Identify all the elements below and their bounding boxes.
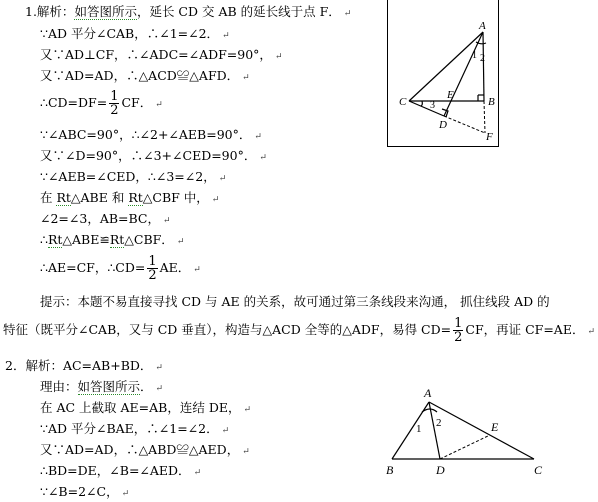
label-A: A xyxy=(424,386,432,400)
return-mark: ↵ xyxy=(222,31,230,41)
p1-hint-line-1 xyxy=(40,294,550,310)
segment-DF-dashed xyxy=(444,116,485,133)
p1-line-3-text: 又∵AD=AD，∴△ACD≌△AFD． xyxy=(40,68,240,83)
return-mark: ↵ xyxy=(587,327,596,337)
p1-line-10 xyxy=(40,232,184,250)
p1-line-11 xyxy=(40,253,201,285)
fraction-half xyxy=(147,255,157,282)
return-mark: ↵ xyxy=(155,384,164,394)
return-mark: ↵ xyxy=(176,237,185,247)
fraction-denominator: 2 xyxy=(148,268,157,283)
label-E: E xyxy=(491,420,499,434)
fraction-denominator: 2 xyxy=(110,103,119,118)
return-mark: ↵ xyxy=(242,447,250,457)
label-angle-2: 2 xyxy=(480,53,485,64)
p1-line-5-text: ∵∠ABC=90°，∴∠2+∠AEB=90°． xyxy=(40,127,252,142)
fraction-numerator: 1 xyxy=(454,316,463,331)
p1-line-1 xyxy=(40,26,230,44)
segment-AC xyxy=(409,32,483,101)
return-mark: ↵ xyxy=(211,195,220,205)
rt-underlined: Rt xyxy=(128,190,143,205)
return-mark: ↵ xyxy=(193,468,202,478)
return-mark: ↵ xyxy=(259,153,267,163)
return-mark: ↵ xyxy=(221,426,230,436)
p1-line-8-pre: 在 xyxy=(40,190,57,205)
figure-2 xyxy=(384,382,556,482)
p2-line-6-text: ∵∠B=2∠C， xyxy=(40,484,119,499)
p2-line-4-text: 又∵AD=AD，∴△ABD≌△AED， xyxy=(40,442,240,457)
return-mark: ↵ xyxy=(242,73,250,83)
p1-line-7-text: ∵∠AEB=∠CED，∴∠3=∠2， xyxy=(40,169,216,184)
p2-line-2-text: 在 AC 上截取 AE=AB，连结 DE， xyxy=(40,400,241,415)
p2-line-1-post: ． xyxy=(140,379,153,394)
p1-line-8-post: △CBF 中， xyxy=(142,190,209,205)
fraction-numerator: 1 xyxy=(110,89,119,104)
p2-line-4 xyxy=(40,442,250,460)
segment-DE-dashed xyxy=(440,435,490,459)
label-C: C xyxy=(399,96,407,108)
rt-underlined: Rt xyxy=(56,190,71,205)
label-F: F xyxy=(486,131,493,143)
p1-line-5 xyxy=(40,127,262,145)
segment-AD xyxy=(444,32,483,116)
p1-line-8-mid: △ABE 和 xyxy=(70,190,129,205)
fraction-numerator: 1 xyxy=(148,254,157,269)
label-B: B xyxy=(488,96,495,108)
p1-line-11-text: ∴AE=CF，∴CD= xyxy=(40,260,146,275)
label-angle-1: 1 xyxy=(472,50,477,61)
p1-line-10-post: △CBF． xyxy=(124,232,174,247)
return-mark: ↵ xyxy=(163,216,171,226)
p1-line-9 xyxy=(40,211,171,229)
figure-2-svg xyxy=(384,382,556,482)
label-angle-3: 3 xyxy=(430,100,435,111)
p1-line-11-tail: AE． xyxy=(159,260,191,275)
p2-line-3 xyxy=(40,421,229,439)
p1-hint-2-text: 特征（既平分∠CAB，又与 CD 垂直），构造与△ACD 全等的△ADF，易得 CD= xyxy=(3,322,452,337)
p1-line-6-text: 又∵∠D=90°，∴∠3+∠CED=90°． xyxy=(40,148,257,163)
fraction-half xyxy=(109,90,119,117)
label-angle-2: 2 xyxy=(436,417,442,429)
figure-1-svg xyxy=(388,0,500,147)
label-C: C xyxy=(534,463,543,477)
label-angle-1: 1 xyxy=(416,423,422,435)
p1-line-10-mid: △ABE≌ xyxy=(62,232,110,247)
p1-line-4-tail: CF． xyxy=(121,95,153,110)
p2-line-1 xyxy=(40,379,163,397)
return-mark: ↵ xyxy=(218,174,227,184)
return-mark: ↵ xyxy=(121,489,130,499)
p1-line-9-text: ∠2=∠3，AB=BC， xyxy=(40,211,160,226)
label-D: D xyxy=(439,119,447,131)
p1-line-4 xyxy=(40,88,163,120)
label-D: D xyxy=(436,463,445,477)
angle-arc-C xyxy=(421,101,422,106)
p1-heading-underlined: 如答图所示 xyxy=(74,4,137,19)
p2-line-6 xyxy=(40,484,129,502)
p2-heading: 2．解析：AC=AB+BD． xyxy=(5,358,153,373)
p2-line-5 xyxy=(40,463,201,481)
p2-heading-line xyxy=(5,358,163,376)
figure-1 xyxy=(387,0,499,147)
p1-line-7 xyxy=(40,169,226,187)
rt-underlined: Rt xyxy=(109,232,125,247)
label-E: E xyxy=(447,89,454,101)
p1-line-4-text: ∴CD=DF= xyxy=(40,95,108,110)
p1-hint-text: 提示：本题不易直接寻找 CD 与 AE 的关系，故可通过第三条线段来沟通， 抓住线段 AD 的 xyxy=(40,294,550,309)
p1-line-2-text: 又∵AD⊥CF，∴∠ADC=∠ADF=90°， xyxy=(40,47,272,62)
p1-hint-line-2 xyxy=(3,314,595,348)
segment-BF-dashed xyxy=(484,101,485,133)
p1-line-2 xyxy=(40,47,282,65)
return-mark: ↵ xyxy=(193,265,201,275)
p1-line-10-pre: ∴ xyxy=(40,232,48,247)
fraction-half xyxy=(453,317,463,344)
p1-heading-line xyxy=(25,4,351,22)
p2-line-3-text: ∵AD 平分∠BAE，∴∠1=∠2． xyxy=(40,421,219,436)
p2-line-5-text: ∴BD=DE，∠B=∠AED． xyxy=(40,463,191,478)
p1-heading-rest: ，延长 CD 交 AB 的延长线于点 F． xyxy=(136,4,341,19)
rt-underlined: Rt xyxy=(47,232,63,247)
p2-line-2 xyxy=(40,400,251,418)
segment-AC xyxy=(429,402,534,459)
return-mark: ↵ xyxy=(155,363,163,373)
p2-line-1-underlined: 如答图所示 xyxy=(77,379,141,394)
return-mark: ↵ xyxy=(274,52,283,62)
fraction-denominator: 2 xyxy=(454,330,463,345)
label-A: A xyxy=(479,20,486,32)
p1-hint-2-tail: CF，再证 CF=AE． xyxy=(465,322,585,337)
p1-line-8 xyxy=(40,190,219,208)
return-mark: ↵ xyxy=(343,9,352,19)
label-B: B xyxy=(386,463,394,477)
segment-AB xyxy=(483,32,484,101)
p1-line-3 xyxy=(40,68,250,86)
p1-heading: 1.解析： xyxy=(25,4,75,19)
return-mark: ↵ xyxy=(254,132,262,142)
p2-line-1-pre: 理由： xyxy=(40,379,78,394)
p1-line-6 xyxy=(40,148,267,166)
segment-CD xyxy=(409,101,444,116)
return-mark: ↵ xyxy=(155,100,163,110)
return-mark: ↵ xyxy=(243,405,252,415)
p1-line-1-text: ∵AD 平分∠CAB，∴∠1=∠2． xyxy=(40,26,220,41)
